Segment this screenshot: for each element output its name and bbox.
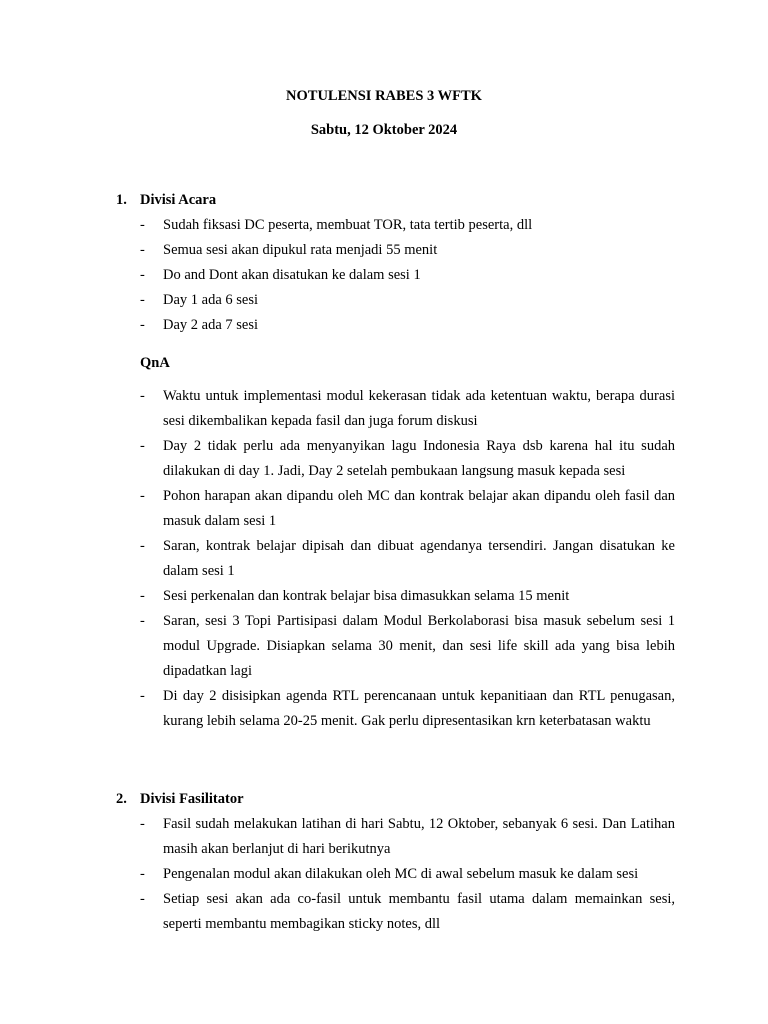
list-item: - Sesi perkenalan dan kontrak belajar bisa dimasukkan selama 15 menit xyxy=(140,584,675,609)
list-item: - Sudah fiksasi DC peserta, membuat TOR, tata tertib peserta, dll xyxy=(140,213,675,238)
section-number: 2. xyxy=(116,791,127,807)
section-title: Divisi Acara xyxy=(140,192,217,208)
list-item: - Saran, kontrak belajar dipisah dan dibuat agendanya tersendiri. Jangan disatukan ke dalam sesi 1 xyxy=(140,534,675,584)
divisi-acara-list xyxy=(140,213,675,338)
list-item: - Di day 2 disisipkan agenda RTL perencanaan untuk kepanitiaan dan RTL penugasan, kurang lebih selama 20-25 menit. Gak perlu dipresentasikan krn keterbatasan waktu xyxy=(140,684,675,734)
list-item: - Fasil sudah melakukan latihan di hari Sabtu, 12 Oktober, sebanyak 6 sesi. Dan Latihan masih akan berlanjut di hari berikutnya xyxy=(140,812,675,862)
document-date: Sabtu, 12 Oktober 2024 xyxy=(310,122,458,138)
list-item: - Day 2 ada 7 sesi xyxy=(140,313,675,338)
list-item: - Day 2 tidak perlu ada menyanyikan lagu Indonesia Raya dsb karena hal itu sudah dilakukan di day 1. Jadi, Day 2 setelah pembukaan langsung masuk kepada sesi xyxy=(140,434,675,484)
section-number: 1. xyxy=(116,192,127,208)
section-heading-divisi-acara xyxy=(116,192,216,209)
list-item: - Pohon harapan akan dipandu oleh MC dan kontrak belajar akan dipandu oleh fasil dan masuk dalam sesi 1 xyxy=(140,484,675,534)
list-item: - Waktu untuk implementasi modul kekerasan tidak ada ketentuan waktu, berapa durasi sesi dikembalikan kepada fasil dan juga forum diskusi xyxy=(140,384,675,434)
section-title: Divisi Fasilitator xyxy=(140,791,244,807)
section-heading-divisi-fasilitator xyxy=(116,791,244,808)
list-item: - Day 1 ada 6 sesi xyxy=(140,288,675,313)
qna-heading: QnA xyxy=(140,355,170,371)
list-item: - Setiap sesi akan ada co-fasil untuk membantu fasil utama dalam memainkan sesi, seperti membantu membagikan sticky notes, dll xyxy=(140,887,675,937)
list-item: - Do and Dont akan disatukan ke dalam sesi 1 xyxy=(140,263,675,288)
qna-list xyxy=(140,384,675,734)
list-item: - Pengenalan modul akan dilakukan oleh MC di awal sebelum masuk ke dalam sesi xyxy=(140,862,675,887)
list-item: - Saran, sesi 3 Topi Partisipasi dalam Modul Berkolaborasi bisa masuk sebelum sesi 1 modul Upgrade. Disiapkan selama 30 menit, dan sesi life skill ada yang bisa lebih dipadatkan lagi xyxy=(140,609,675,684)
list-item: - Semua sesi akan dipukul rata menjadi 55 menit xyxy=(140,238,675,263)
document-title: NOTULENSI RABES 3 WFTK xyxy=(286,88,482,104)
divisi-fasilitator-list xyxy=(140,812,675,937)
